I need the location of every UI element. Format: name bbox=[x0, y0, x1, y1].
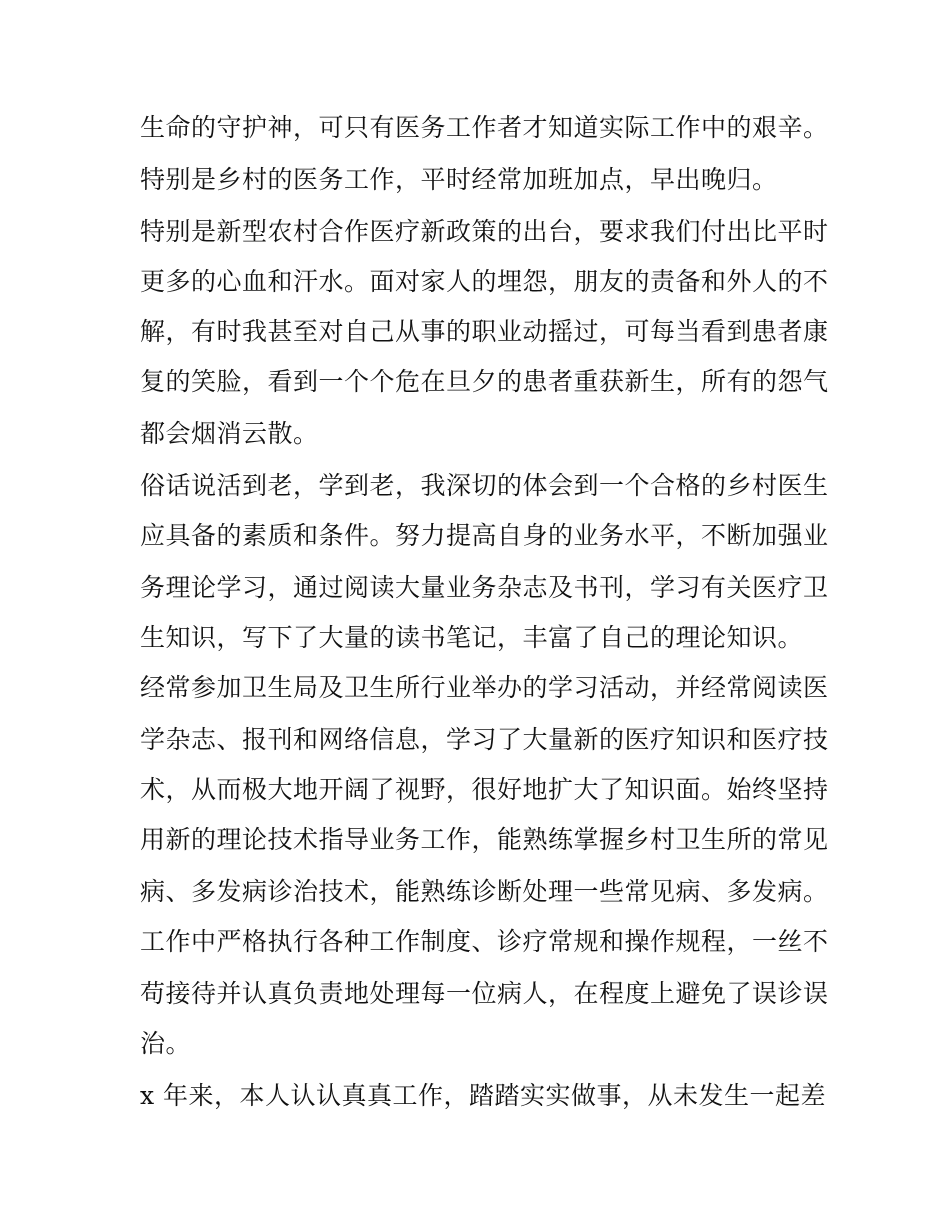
text-line: 术，从而极大地开阔了视野，很好地扩大了知识面。始终坚持 bbox=[140, 775, 829, 804]
text-line: 用新的理论技术指导业务工作，能熟练掌握乡村卫生所的常见 bbox=[140, 825, 829, 854]
text-line: x 年来，本人认认真真工作，踏踏实实做事，从未发生一起差 bbox=[140, 1081, 827, 1110]
text-line: 病、多发病诊治技术，能熟练诊断处理一些常见病、多发病。 bbox=[140, 877, 829, 906]
text-line: 特别是乡村的医务工作，平时经常加班加点，早出晚归。 bbox=[140, 165, 778, 194]
text-line: 生命的守护神，可只有医务工作者才知道实际工作中的艰辛。 bbox=[140, 113, 829, 142]
text-line: 苟接待并认真负责地处理每一位病人，在程度上避免了误诊误 bbox=[140, 979, 829, 1008]
text-line: 解，有时我甚至对自己从事的职业动摇过，可每当看到患者康 bbox=[140, 317, 829, 346]
text-line: 务理论学习，通过阅读大量业务杂志及书刊，学习有关医疗卫 bbox=[140, 573, 829, 602]
text-line: 特别是新型农村合作医疗新政策的出台，要求我们付出比平时 bbox=[140, 217, 829, 246]
text-line: 工作中严格执行各种工作制度、诊疗常规和操作规程，一丝不 bbox=[140, 927, 829, 956]
text-line: 治。 bbox=[140, 1029, 192, 1058]
text-line: 都会烟消云散。 bbox=[140, 419, 319, 448]
text-line: 经常参加卫生局及卫生所行业举办的学习活动，并经常阅读医 bbox=[140, 673, 829, 702]
text-line: 学杂志、报刊和网络信息，学习了大量新的医疗知识和医疗技 bbox=[140, 725, 829, 754]
text-line: 俗话说活到老，学到老，我深切的体会到一个合格的乡村医生 bbox=[140, 471, 829, 500]
text-line: 应具备的素质和条件。努力提高自身的业务水平，不断加强业 bbox=[140, 521, 829, 550]
text-line: 更多的心血和汗水。面对家人的埋怨，朋友的责备和外人的不 bbox=[140, 267, 829, 296]
text-line: 生知识，写下了大量的读书笔记，丰富了自己的理论知识。 bbox=[140, 623, 804, 652]
text-line: 复的笑脸，看到一个个危在旦夕的患者重获新生，所有的怨气 bbox=[140, 367, 829, 396]
